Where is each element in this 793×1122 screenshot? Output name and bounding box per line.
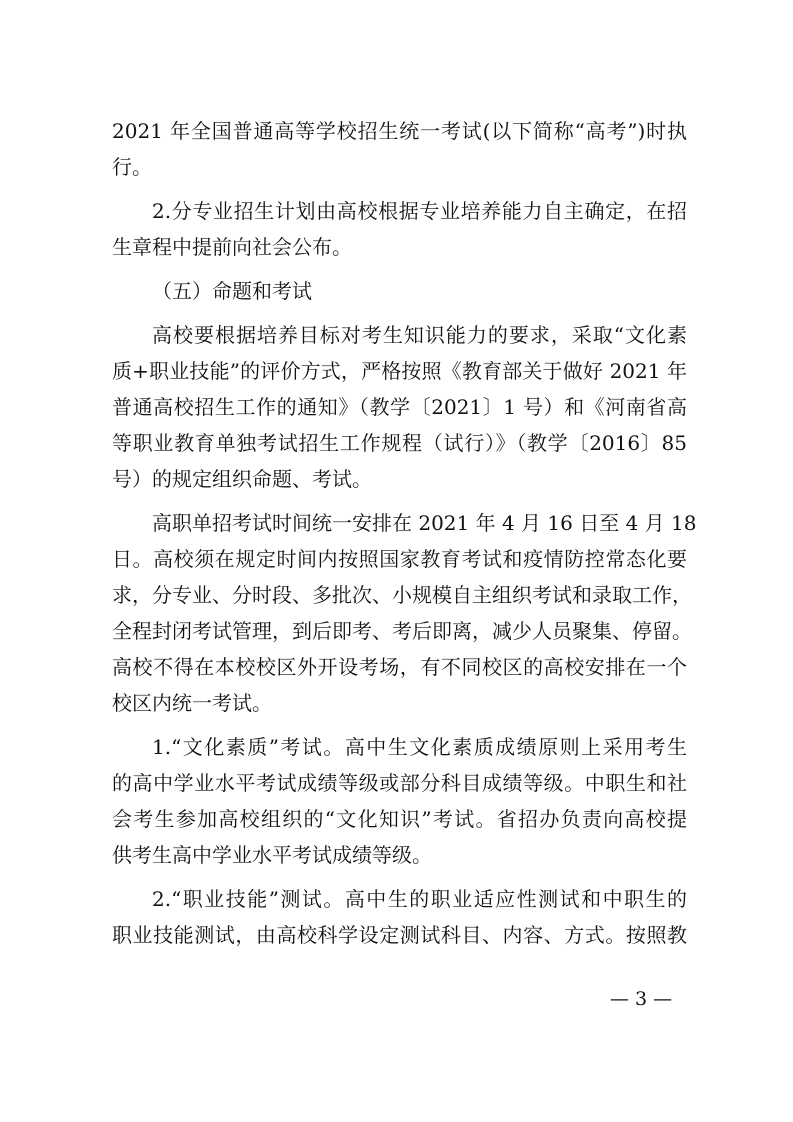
- section-heading: [112, 273, 687, 309]
- text-line: 会考生参加高校组织的“文化知识”考试。省招办负责向高校提: [112, 807, 687, 831]
- paragraph: [112, 505, 697, 721]
- text-line: 2021 年全国普通高等学校招生统一考试(以下简称“高考”)时执: [112, 119, 687, 143]
- paragraph: [112, 881, 687, 953]
- text-line: 等职业教育单独考试招生工作规程（试行）》（教学〔2016〕85: [112, 431, 687, 455]
- text-line: 高职单招考试时间统一安排在 2021 年 4 月 16 日至 4 月 18: [152, 511, 697, 535]
- text-line: 日。高校须在规定时间内按照国家教育考试和疫情防控常态化要: [112, 547, 687, 571]
- text-line: 普通高校招生工作的通知》（教学〔2021〕1 号）和《河南省高: [112, 395, 687, 419]
- page-number: — 3 —: [610, 988, 673, 1010]
- paragraph: [112, 113, 687, 185]
- paragraph: [112, 729, 687, 873]
- text-line: 号）的规定组织命题、考试。: [112, 467, 372, 491]
- paragraph: [112, 193, 687, 265]
- text-line: 校区内统一考试。: [112, 691, 272, 715]
- text-line: 1.“文化素质”考试。高中生文化素质成绩原则上采用考生: [152, 735, 687, 759]
- text-line: 职业技能测试，由高校科学设定测试科目、内容、方式。按照教: [112, 923, 687, 947]
- text-line: 供考生高中学业水平考试成绩等级。: [112, 843, 432, 867]
- text-line: 高校要根据培养目标对考生知识能力的要求，采取“文化素: [152, 323, 687, 347]
- document-body: [112, 113, 697, 961]
- text-line: 求，分专业、分时段、多批次、小规模自主组织考试和录取工作，: [112, 583, 692, 607]
- paragraph: [112, 317, 687, 497]
- text-line: 高校不得在本校校区外开设考场，有不同校区的高校安排在一个: [112, 655, 687, 679]
- text-line: 2.“职业技能”测试。高中生的职业适应性测试和中职生的: [152, 887, 687, 911]
- text-line: 行。: [112, 155, 152, 179]
- text-line: 2.分专业招生计划由高校根据专业培养能力自主确定，在招: [152, 199, 687, 223]
- text-line: 全程封闭考试管理，到后即考、考后即离，减少人员聚集、停留。: [112, 619, 692, 643]
- text-line: 生章程中提前向社会公布。: [112, 235, 352, 259]
- text-line: （五）命题和考试: [152, 279, 312, 303]
- text-line: 质+职业技能”的评价方式，严格按照《教育部关于做好 2021 年: [112, 359, 687, 383]
- text-line: 的高中学业水平考试成绩等级或部分科目成绩等级。中职生和社: [112, 771, 687, 795]
